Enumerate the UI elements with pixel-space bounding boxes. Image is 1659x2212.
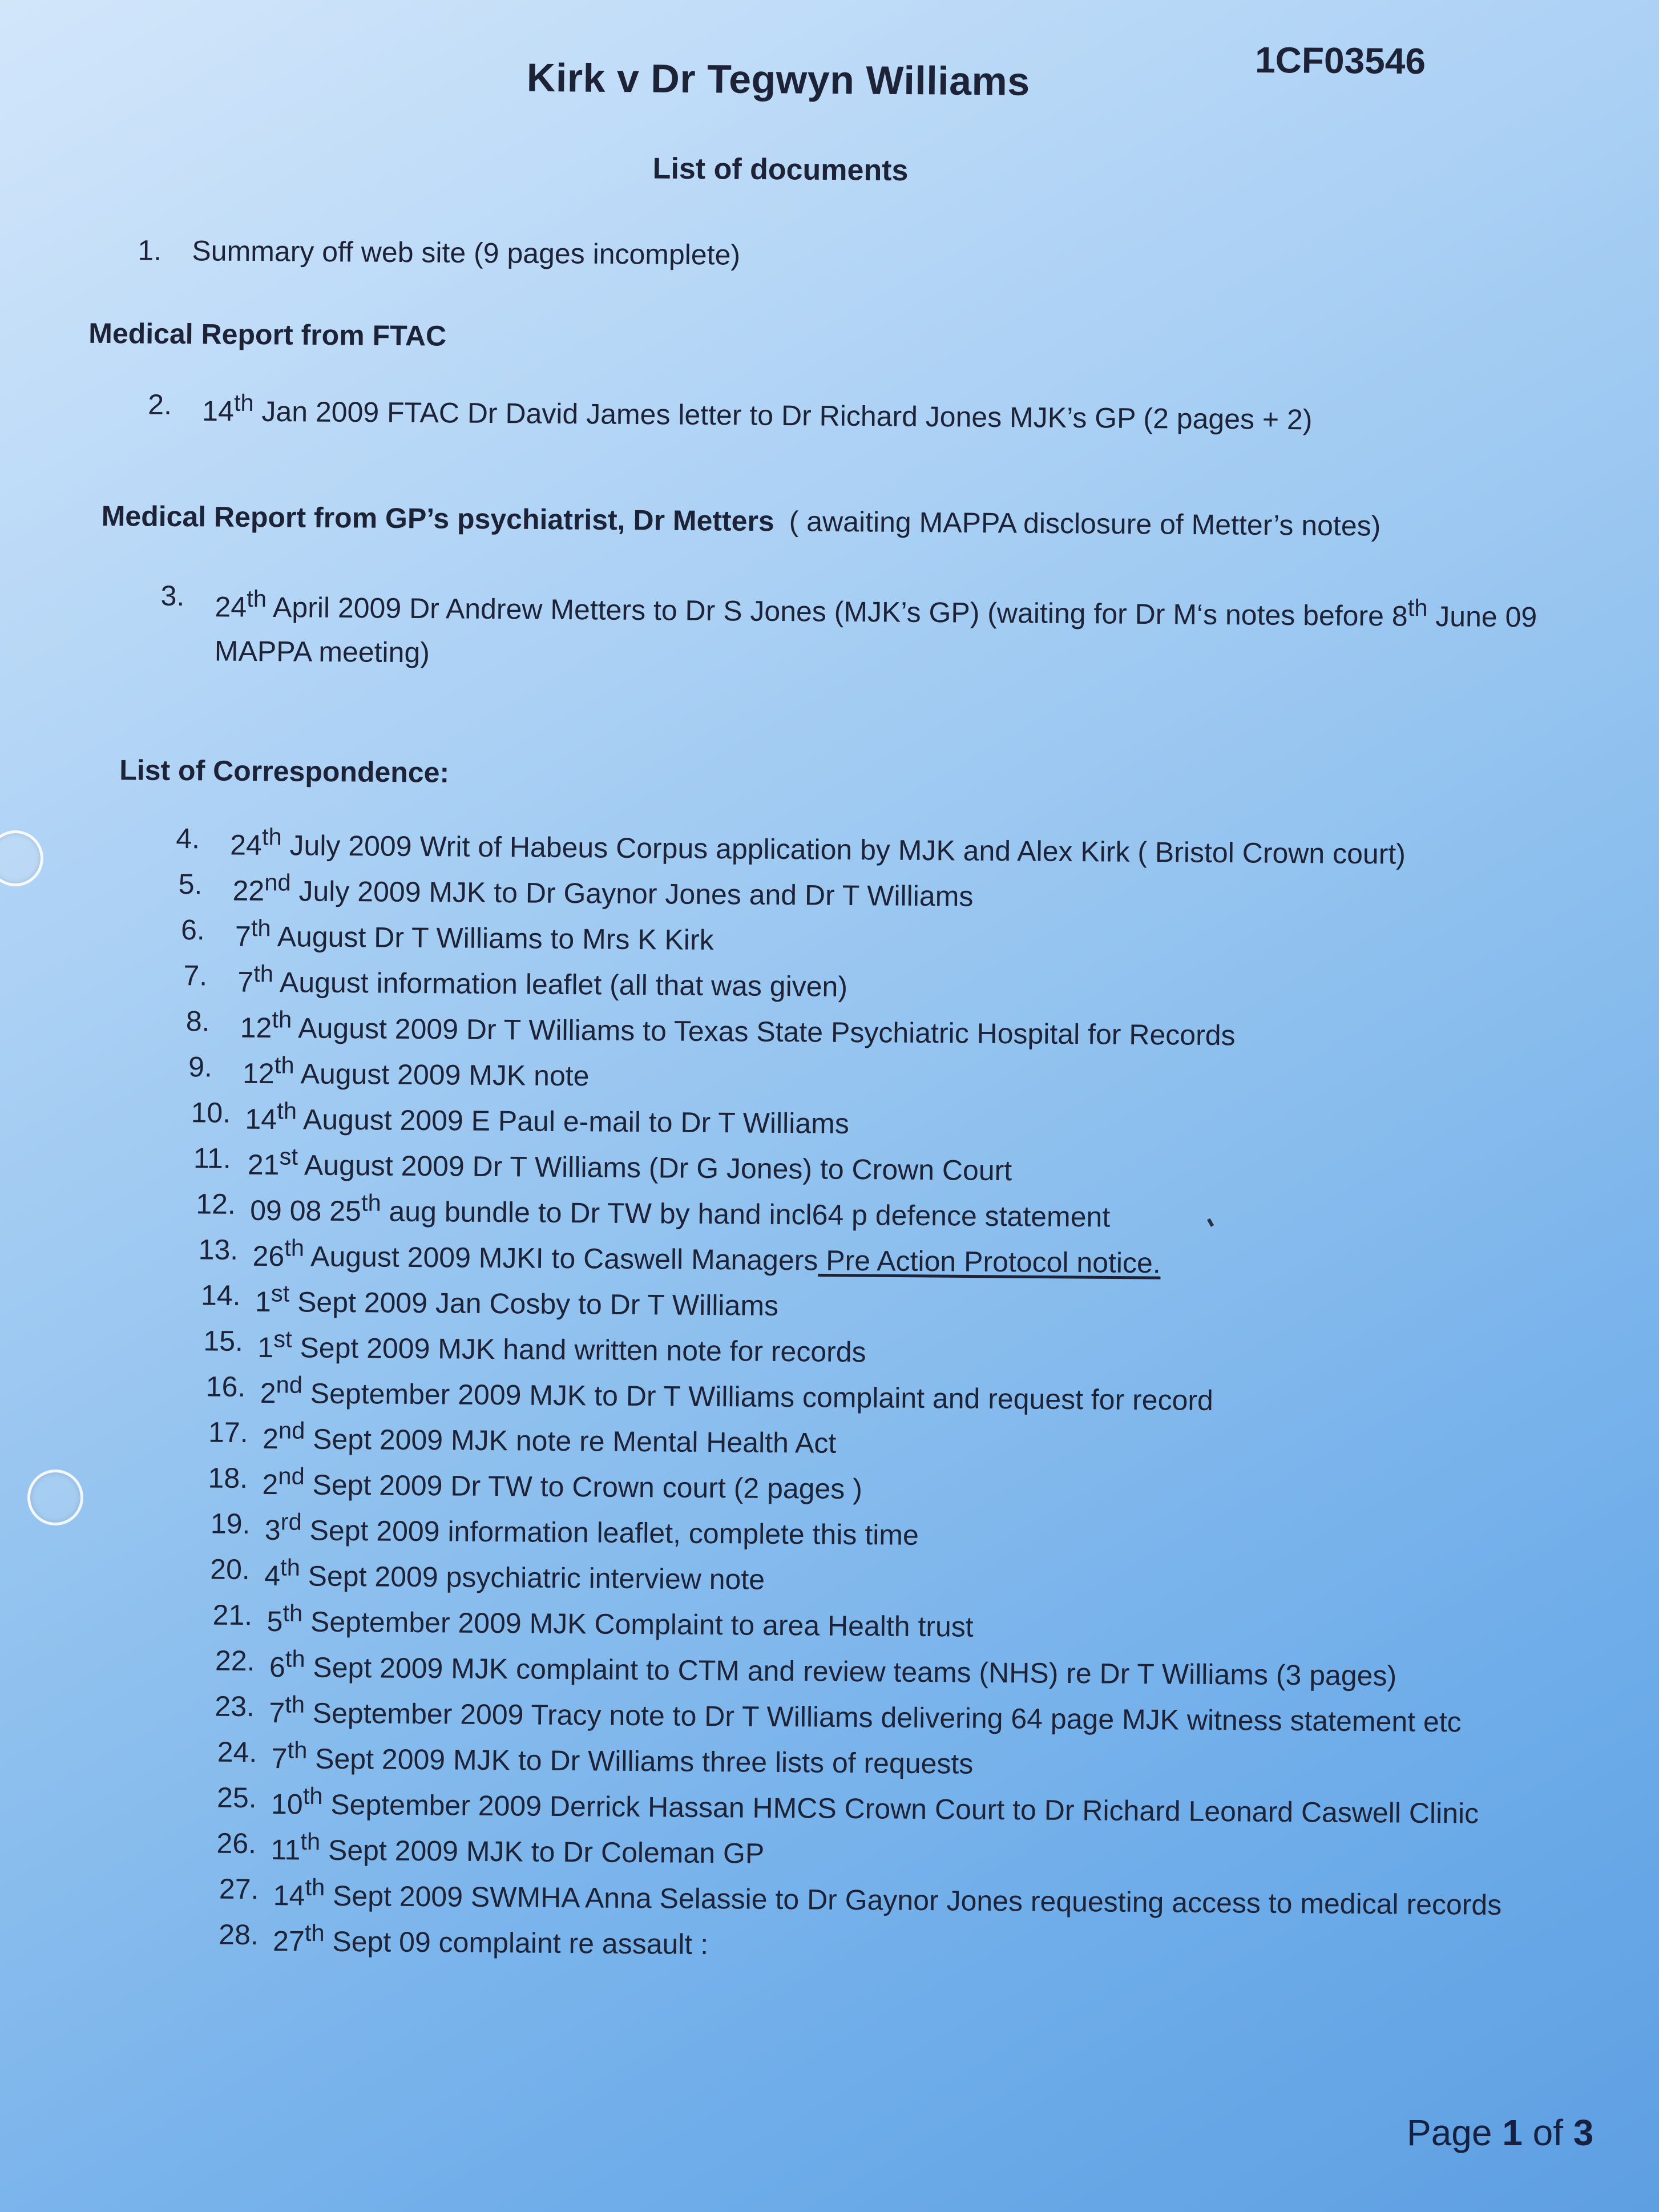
item-number: 14.: [200, 1279, 241, 1311]
page-number: Page 1 of 3: [1407, 2112, 1594, 2153]
item-number: 25.: [216, 1781, 257, 1814]
ink-mark: [1207, 1218, 1214, 1227]
list-item: [215, 1645, 1397, 1693]
list-item: [216, 1827, 764, 1871]
item-number: 7.: [183, 959, 208, 992]
list-item: [186, 1005, 1236, 1052]
list-item: [196, 1188, 1111, 1234]
item-number: 20.: [210, 1553, 251, 1586]
document-subtitle: List of documents: [652, 152, 909, 188]
list-item: [210, 1553, 765, 1597]
item-text: 5th September 2009 MJK Complaint to area Health trust: [267, 1599, 974, 1643]
item-number: 28.: [219, 1918, 259, 1951]
list-item: [219, 1919, 708, 1961]
section-heading-text: List of Correspondence:: [119, 754, 450, 789]
item-number: 1.: [138, 234, 162, 267]
item-text: 7th Sept 2009 MJK to Dr Williams three lists of requests: [271, 1736, 974, 1780]
item-text: 10th September 2009 Derrick Hassan HMCS Crown Court to Dr Richard Leonard Caswell Clinic: [271, 1782, 1479, 1830]
item-number: 19.: [210, 1507, 251, 1540]
list-item: [212, 1599, 974, 1644]
item-number: 16.: [205, 1370, 246, 1403]
item-number: 13.: [198, 1233, 239, 1266]
list-item: [183, 959, 847, 1003]
section-heading-gp: [102, 499, 1381, 543]
item-number: [218, 2010, 272, 2011]
item-text: 2nd September 2009 MJK to Dr T Williams complaint and request for record: [260, 1371, 1214, 1416]
item-number: 26.: [216, 1827, 257, 1860]
list-item: [181, 914, 714, 956]
item-text: 11th Sept 2009 MJK to Dr Coleman GP: [271, 1827, 765, 1870]
item-number: 6.: [180, 914, 205, 946]
section-heading-text: Medical Report from GP’s psychiatrist, Dr Metters: [101, 499, 774, 538]
list-item: [217, 1782, 1479, 1831]
item-number: 24.: [217, 1735, 257, 1769]
list-item: [138, 234, 740, 272]
list-item: [203, 1325, 866, 1369]
item-number: 12.: [196, 1188, 236, 1220]
item-number: 4.: [176, 822, 200, 855]
item-text: 7th August Dr T Williams to Mrs K Kirk: [235, 914, 714, 956]
list-item: [193, 1142, 1012, 1187]
list-item: [176, 822, 1406, 871]
list-item: [191, 1096, 849, 1140]
item-text: 2nd Sept 2009 MJK note re Mental Health Act: [262, 1416, 837, 1459]
item-text: 1st Sept 2009 MJK hand written note for records: [257, 1325, 866, 1369]
item-number: 22.: [215, 1644, 255, 1677]
item-text: 22nd July 2009 MJK to Dr Gaynor Jones and Dr T Williams: [232, 869, 974, 913]
item-text: 14th Sept 2009 SWMHA Anna Selassie to Dr Gaynor Jones requesting access to medical records: [273, 1873, 1502, 1921]
item-number: 21.: [212, 1599, 253, 1632]
case-number: 1CF03546: [1254, 39, 1426, 82]
item-number: [219, 1964, 273, 1965]
section-heading-ftac: [88, 317, 446, 353]
list-item: [198, 1233, 1161, 1279]
item-text: 14th August 2009 E Paul e-mail to Dr T Williams: [245, 1097, 850, 1140]
list-item: [205, 1370, 1213, 1417]
item-number: 18.: [208, 1462, 248, 1495]
item-text: 26th August 2009 MJKI to Caswell Managers Pre Action Protocol notice.: [252, 1234, 1161, 1279]
list-item: [219, 1873, 1502, 1922]
list-item: [178, 868, 973, 913]
item-number: 11.: [193, 1142, 231, 1174]
punch-hole-icon: [27, 1470, 83, 1525]
list-item: [211, 1508, 919, 1552]
item-text: 2nd Sept 2009 Dr TW to Crown court (2 pages ): [262, 1462, 863, 1505]
section-heading-note: ( awaiting MAPPA disclosure of Metter’s notes): [789, 505, 1381, 542]
item-number: 10.: [191, 1096, 231, 1129]
item-text: 09 08 25th aug bundle to Dr TW by hand incl64 p defence statement: [250, 1189, 1111, 1233]
item-number: 8.: [185, 1005, 210, 1038]
item-number: 5.: [178, 868, 203, 901]
list-item: [208, 1462, 862, 1505]
item-text: 12th August 2009 Dr T Williams to Texas State Psychiatric Hospital for Records: [240, 1006, 1236, 1052]
list-item: [215, 1690, 1462, 1739]
item-text: 24th April 2009 Dr Andrew Metters to Dr S Jones (MJK’s GP) (waiting for Dr M‘s notes before 8th June 09 MAPPA meeting): [214, 584, 1537, 669]
list-item: [218, 2010, 272, 2011]
item-number: 15.: [203, 1325, 244, 1357]
item-text: 24th July 2009 Writ of Habeus Corpus application by MJK and Alex Kirk ( Bristol Crown court): [230, 823, 1406, 870]
list-item: [201, 1279, 779, 1322]
list-item: [217, 1736, 973, 1781]
item-text: 6th Sept 2009 MJK complaint to CTM and review teams (NHS) re Dr T Williams (3 pages): [269, 1645, 1397, 1692]
item-text: 21st August 2009 Dr T Williams (Dr G Jones) to Crown Court: [247, 1143, 1012, 1187]
item-number: 17.: [208, 1416, 248, 1449]
item-text: 27th Sept 09 complaint re assault :: [272, 1919, 709, 1961]
list-item: [160, 580, 1539, 684]
item-number: 2.: [148, 388, 172, 421]
item-number: 9.: [188, 1051, 213, 1083]
section-heading-correspondence: [119, 753, 449, 789]
item-text: 14th Jan 2009 FTAC Dr David James letter to Dr Richard Jones MJK’s GP (2 pages + 2): [202, 389, 1313, 436]
item-text: 12th August 2009 MJK note: [242, 1051, 590, 1092]
section-heading-text: Medical Report from FTAC: [88, 317, 447, 352]
list-item: [148, 389, 1313, 437]
item-number: 3.: [160, 579, 185, 612]
item-text: 7th August information leaflet (all that was given): [237, 960, 848, 1003]
item-number: 23.: [215, 1690, 255, 1723]
pre-action-protocol-notice: Pre Action Protocol notice.: [818, 1244, 1161, 1279]
item-text: 4th Sept 2009 psychiatric interview note: [264, 1553, 765, 1596]
item-text: 3rd Sept 2009 information leaflet, complete this time: [264, 1508, 919, 1551]
list-item: [188, 1051, 590, 1093]
item-text: 7th September 2009 Tracy note to Dr T Williams delivering 64 page MJK witness statement etc: [269, 1690, 1462, 1738]
list-item: [219, 1964, 273, 1965]
document-title: Kirk v Dr Tegwyn Williams: [526, 55, 1031, 104]
item-number: 27.: [219, 1872, 259, 1906]
item-text: Summary off web site (9 pages incomplete): [192, 235, 741, 271]
item-text: 1st Sept 2009 Jan Cosby to Dr T Williams: [255, 1279, 779, 1322]
list-item: [208, 1416, 837, 1460]
